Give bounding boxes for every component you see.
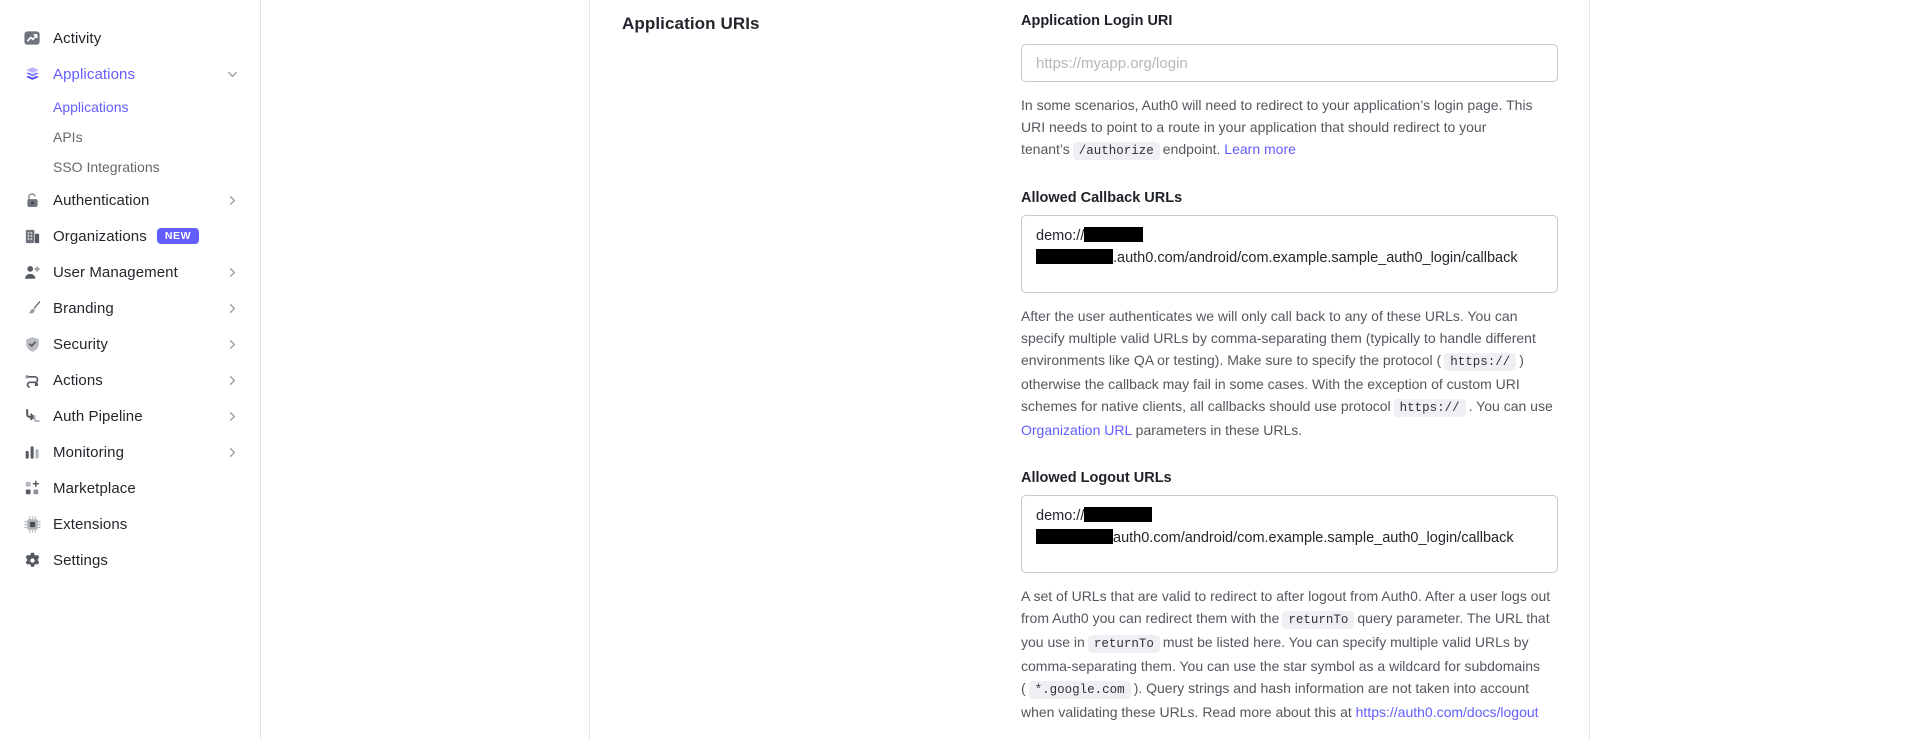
user-gear-icon: [23, 263, 42, 282]
sidebar-item-label: Settings: [53, 551, 108, 569]
activity-icon: [23, 29, 42, 48]
sidebar-item-label: Monitoring: [53, 443, 125, 461]
sidebar-item-apis[interactable]: APIs: [53, 129, 83, 145]
sidebar-item-applications[interactable]: [0, 56, 260, 92]
help-link[interactable]: Learn more: [1224, 141, 1296, 157]
redacted-text: [1036, 249, 1113, 264]
lock-icon: [23, 191, 42, 210]
sidebar-item-label: User Management: [53, 263, 178, 281]
paintbrush-icon: [23, 299, 42, 318]
url-line: demo://: [1036, 225, 1543, 247]
grid-plus-icon: [23, 479, 42, 498]
sidebar: [0, 0, 261, 740]
applications-icon: [23, 65, 42, 84]
pipeline-icon: [23, 407, 42, 426]
sidebar-item-authentication[interactable]: [0, 182, 260, 218]
code-chip: https://: [1394, 399, 1466, 417]
building-icon: [23, 227, 42, 246]
sidebar-item-branding[interactable]: [0, 290, 260, 326]
login-uri-help: In some scenarios, Auth0 will need to redirect to your application’s login page. This URI needs to point to a route in your application that should redirect to your tenant’s /authorize endpoint. Learn more: [1021, 97, 1533, 158]
sidebar-item-monitoring[interactable]: [0, 434, 260, 470]
flow-icon: [23, 371, 42, 390]
chip-icon: [23, 515, 42, 534]
sidebar-item-label: Security: [53, 335, 108, 353]
url-line: demo://: [1036, 505, 1543, 527]
sidebar-item-label: Auth Pipeline: [53, 407, 143, 425]
url-line: auth0.com/android/com.example.sample_auth0_login/callback: [1036, 527, 1543, 549]
login-uri-label: Application Login URI: [1021, 13, 1173, 29]
sidebar-item-label: Authentication: [53, 191, 150, 209]
sidebar-item-actions[interactable]: [0, 362, 260, 398]
callback-urls-textarea[interactable]: [1021, 215, 1558, 293]
chevron-right-icon: [225, 193, 240, 208]
sidebar-item-label: Branding: [53, 299, 114, 317]
chevron-right-icon: [225, 445, 240, 460]
sidebar-item-applications-sub[interactable]: Applications: [53, 99, 129, 115]
shield-check-icon: [23, 335, 42, 354]
redacted-text: [1036, 529, 1113, 544]
code-chip: returnTo: [1282, 611, 1354, 629]
sidebar-item-security[interactable]: [0, 326, 260, 362]
logout-urls-help: A set of URLs that are valid to redirect to after logout from Auth0. After a user logs out from Auth0 you can redirect them with the returnTo query parameter. The URL that you use in returnTo must be listed here. You can specify multiple valid URLs by comma-separating them. You can use the star symbol as a wildcard for subdomains ( *.google.com ). Query strings and hash information are not taken into account when validating these URLs. Read more about this at https://auth0.com/docs/logout: [1021, 588, 1551, 720]
code-chip: /authorize: [1073, 142, 1160, 160]
sidebar-item-extensions[interactable]: [0, 506, 260, 542]
help-link[interactable]: Organization URL: [1021, 422, 1132, 438]
sidebar-item-settings[interactable]: [0, 542, 260, 578]
section-title: Application URIs: [622, 14, 760, 33]
application-settings-panel: [589, 0, 1590, 740]
callback-urls-help: After the user authenticates we will only call back to any of these URLs. You can specify multiple valid URLs by comma-separating them (typically to handle different environments like QA or testing). Make sure to specify the protocol ( https:// ) otherwise the callback may fail in some cases. With the exception of custom URI schemes for native clients, all callbacks should use protocol https:// . You can use Organization URL parameters in these URLs.: [1021, 308, 1553, 438]
sidebar-item-marketplace[interactable]: [0, 470, 260, 506]
login-uri-input[interactable]: [1021, 44, 1558, 82]
redacted-text: [1084, 227, 1143, 242]
chevron-right-icon: [225, 265, 240, 280]
bar-chart-icon: [23, 443, 42, 462]
sidebar-item-label: Extensions: [53, 515, 128, 533]
sidebar-item-label: Activity: [53, 29, 102, 47]
sidebar-item-sso-integrations[interactable]: SSO Integrations: [53, 159, 160, 175]
chevron-right-icon: [225, 409, 240, 424]
chevron-down-icon: [225, 67, 240, 82]
sidebar-item-activity[interactable]: [0, 20, 260, 56]
url-line: .auth0.com/android/com.example.sample_auth0_login/callback: [1036, 247, 1543, 269]
logout-urls-label: Allowed Logout URLs: [1021, 470, 1172, 486]
sidebar-item-auth-pipeline[interactable]: [0, 398, 260, 434]
gear-icon: [23, 551, 42, 570]
sidebar-item-label: Marketplace: [53, 479, 136, 497]
sidebar-item-label: Organizations: [53, 227, 147, 245]
application-uris-form: [1021, 0, 1558, 723]
code-chip: https://: [1444, 353, 1516, 371]
code-chip: returnTo: [1088, 635, 1160, 653]
chevron-right-icon: [225, 301, 240, 316]
logout-urls-textarea[interactable]: [1021, 495, 1558, 573]
chevron-right-icon: [225, 337, 240, 352]
chevron-right-icon: [225, 373, 240, 388]
sidebar-item-organizations[interactable]: [0, 218, 260, 254]
callback-urls-label: Allowed Callback URLs: [1021, 190, 1183, 206]
code-chip: *.google.com: [1029, 681, 1131, 699]
sidebar-item-user-management[interactable]: [0, 254, 260, 290]
new-badge: NEW: [157, 228, 199, 245]
redacted-text: [1084, 507, 1152, 522]
sidebar-item-label: Applications: [53, 65, 136, 83]
help-link[interactable]: https://auth0.com/docs/logout: [1355, 704, 1539, 720]
sidebar-nav: [0, 20, 260, 578]
sidebar-item-label: Actions: [53, 371, 103, 389]
